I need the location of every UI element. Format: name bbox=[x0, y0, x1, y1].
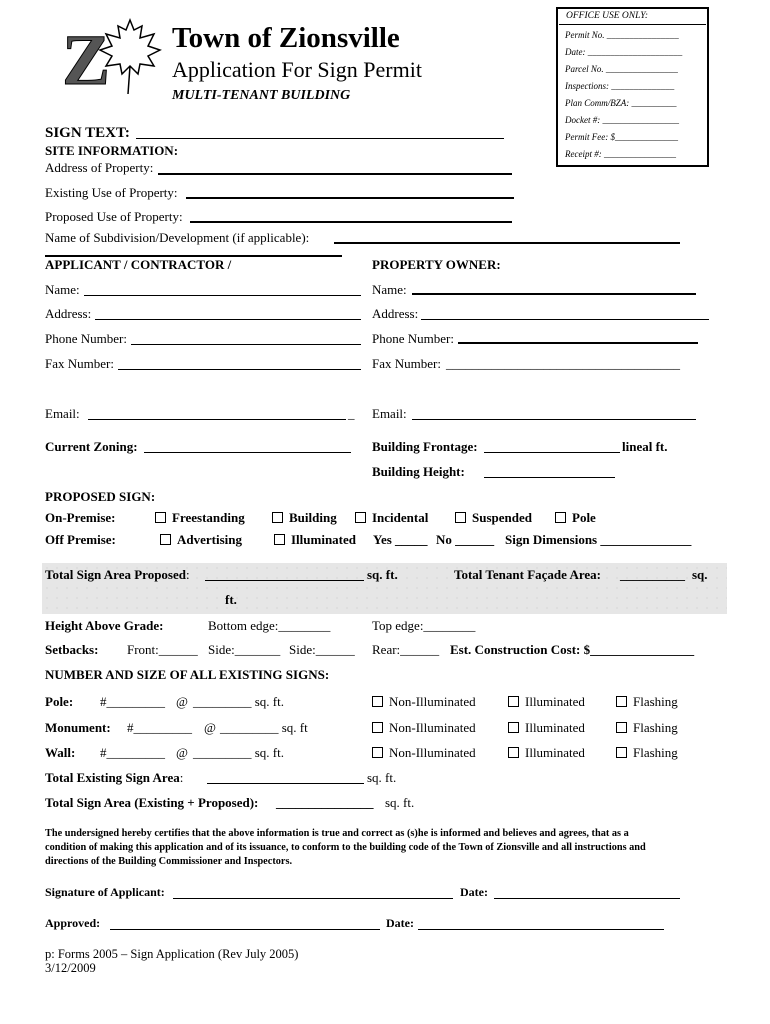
suspended-option[interactable]: Suspended bbox=[455, 510, 532, 526]
address-of-property-label: Address of Property: bbox=[45, 160, 154, 175]
pole-flashing-checkbox[interactable] bbox=[616, 696, 627, 707]
monument-non-illuminated-checkbox[interactable] bbox=[372, 722, 383, 733]
total-all-label: Total Sign Area (Existing + Proposed): bbox=[45, 795, 259, 810]
office-plan-comm: Plan Comm/BZA: __________ bbox=[565, 98, 677, 108]
freestanding-option[interactable]: Freestanding bbox=[155, 510, 245, 526]
owner-fax-label: Fax Number: bbox=[372, 356, 441, 371]
building-frontage-label: Building Frontage: bbox=[372, 439, 478, 454]
tenant-facade-label: Total Tenant Façade Area: bbox=[454, 567, 601, 582]
pole-illuminated-checkbox[interactable] bbox=[508, 696, 519, 707]
illuminated-option[interactable]: Illuminated bbox=[274, 532, 356, 548]
owner-phone-field[interactable] bbox=[458, 342, 698, 344]
applicant-fax-label: Fax Number: bbox=[45, 356, 114, 371]
total-area-sqft: sq. ft. bbox=[367, 567, 398, 582]
applicant-address-field[interactable] bbox=[95, 319, 361, 320]
existing-use-field[interactable] bbox=[186, 197, 514, 199]
existing-wall-size[interactable]: _________ sq. ft. bbox=[193, 745, 284, 760]
existing-monument-label: Monument: bbox=[45, 720, 111, 735]
site-info-label: SITE INFORMATION: bbox=[45, 143, 179, 158]
total-area-proposed-field[interactable] bbox=[205, 580, 364, 581]
monument-illuminated-checkbox[interactable] bbox=[508, 722, 519, 733]
pole-option[interactable]: Pole bbox=[555, 510, 596, 526]
office-docket: Docket #: _________________ bbox=[565, 115, 679, 125]
owner-heading: PROPERTY OWNER: bbox=[372, 257, 501, 272]
top-edge-field[interactable]: Top edge:________ bbox=[372, 618, 476, 633]
wall-illuminated-checkbox[interactable] bbox=[508, 747, 519, 758]
total-all-field[interactable]: _______________ bbox=[276, 795, 374, 810]
sign-text-field[interactable] bbox=[136, 138, 504, 139]
total-all-sqft: sq. ft. bbox=[385, 795, 415, 810]
owner-email-label: Email: bbox=[372, 406, 407, 421]
applicant-heading: APPLICANT / CONTRACTOR / bbox=[45, 257, 232, 272]
office-inspections: Inspections: ______________ bbox=[565, 81, 675, 91]
existing-monument-count[interactable]: #_________ bbox=[127, 720, 192, 735]
monument-illuminated-option[interactable]: Illuminated bbox=[508, 720, 585, 736]
applicant-phone-field[interactable] bbox=[131, 344, 361, 345]
setback-front-field[interactable]: Front:______ bbox=[127, 642, 198, 657]
existing-wall-label: Wall: bbox=[45, 745, 76, 760]
tenant-facade-field[interactable]: __________ bbox=[620, 567, 685, 582]
zionsville-logo bbox=[60, 16, 168, 96]
signature-label: Signature of Applicant: bbox=[45, 885, 165, 899]
on-premise-label: On-Premise: bbox=[45, 510, 116, 525]
office-parcel-no: Parcel No. ________________ bbox=[565, 64, 678, 74]
proposed-use-field[interactable] bbox=[190, 221, 512, 223]
owner-fax-field[interactable]: ____________________________________ bbox=[446, 356, 680, 371]
office-use-title: OFFICE USE ONLY: bbox=[566, 11, 649, 21]
building-height-label: Building Height: bbox=[372, 464, 465, 479]
suspended-checkbox[interactable] bbox=[455, 512, 466, 523]
certification-line-1: The undersigned hereby certifies that the above information is true and correct as (s)he is informed and believes and agrees, that as a bbox=[45, 828, 629, 839]
wall-flashing-option[interactable]: Flashing bbox=[616, 745, 678, 761]
signature-date-field[interactable] bbox=[494, 898, 680, 899]
office-date: Date: _____________________ bbox=[565, 47, 683, 57]
total-existing-sqft: sq. ft. bbox=[367, 770, 397, 785]
existing-pole-at: @ bbox=[176, 694, 188, 709]
multi-tenant-subtitle: MULTI-TENANT BUILDING bbox=[172, 88, 351, 103]
illuminated-no[interactable]: No ______ bbox=[436, 532, 495, 547]
pole-flashing-option[interactable]: Flashing bbox=[616, 694, 678, 710]
applicant-fax-field[interactable] bbox=[118, 369, 361, 370]
building-checkbox[interactable] bbox=[272, 512, 283, 523]
existing-monument-size[interactable]: _________ sq. ft bbox=[220, 720, 308, 735]
existing-use-label: Existing Use of Property: bbox=[45, 185, 178, 200]
tenant-facade-ft: ft. bbox=[225, 592, 237, 607]
applicant-email-tail: _ bbox=[348, 406, 355, 421]
total-area-proposed-label: Total Sign Area Proposed: bbox=[45, 567, 190, 582]
setback-side1-field[interactable]: Side:_______ bbox=[208, 642, 281, 657]
total-existing-label: Total Existing Sign Area: bbox=[45, 770, 184, 785]
applicant-name-field[interactable] bbox=[84, 295, 361, 296]
illuminated-checkbox[interactable] bbox=[274, 534, 285, 545]
subdivision-field[interactable] bbox=[334, 242, 680, 244]
total-existing-field[interactable] bbox=[207, 783, 364, 784]
form-date: 3/12/2009 bbox=[45, 961, 96, 975]
wall-flashing-checkbox[interactable] bbox=[616, 747, 627, 758]
signature-date-label: Date: bbox=[460, 885, 488, 899]
certification-line-3: directions of the Building Commissioner and Inspectors. bbox=[45, 856, 293, 867]
lineal-ft-label: lineal ft. bbox=[622, 439, 668, 454]
illuminated-yes[interactable]: Yes _____ bbox=[373, 532, 428, 547]
approved-field[interactable] bbox=[110, 929, 380, 930]
logo-letter: Z bbox=[62, 20, 111, 96]
pole-illuminated-option[interactable]: Illuminated bbox=[508, 694, 585, 710]
pole-checkbox[interactable] bbox=[555, 512, 566, 523]
applicant-phone-label: Phone Number: bbox=[45, 331, 127, 346]
pole-non-illuminated-option[interactable]: Non-Illuminated bbox=[372, 694, 476, 710]
application-title: Application For Sign Permit bbox=[172, 57, 422, 82]
setback-side2-field[interactable]: Side:______ bbox=[289, 642, 355, 657]
wall-non-illuminated-checkbox[interactable] bbox=[372, 747, 383, 758]
sign-dimensions[interactable]: Sign Dimensions ______________ bbox=[505, 532, 692, 547]
current-zoning-field[interactable] bbox=[144, 452, 351, 453]
signature-field[interactable] bbox=[173, 898, 453, 899]
office-receipt: Receipt #: ________________ bbox=[565, 149, 676, 159]
existing-pole-size[interactable]: _________ sq. ft. bbox=[193, 694, 284, 709]
building-option[interactable]: Building bbox=[272, 510, 337, 526]
existing-wall-count[interactable]: #_________ bbox=[100, 745, 165, 760]
approved-date-label: Date: bbox=[386, 916, 414, 930]
off-premise-label: Off Premise: bbox=[45, 532, 116, 547]
incidental-checkbox[interactable] bbox=[355, 512, 366, 523]
applicant-email-label: Email: bbox=[45, 406, 80, 421]
proposed-sign-heading: PROPOSED SIGN: bbox=[45, 489, 156, 504]
address-of-property-field[interactable] bbox=[158, 173, 512, 175]
form-reference: p: Forms 2005 – Sign Application (Rev July 2005) bbox=[45, 947, 299, 961]
advertising-option[interactable]: Advertising bbox=[160, 532, 242, 548]
sign-text-label: SIGN TEXT: bbox=[45, 125, 130, 141]
existing-signs-heading: NUMBER AND SIZE OF ALL EXISTING SIGNS: bbox=[45, 667, 330, 682]
proposed-use-label: Proposed Use of Property: bbox=[45, 209, 183, 224]
freestanding-checkbox[interactable] bbox=[155, 512, 166, 523]
existing-wall-at: @ bbox=[176, 745, 188, 760]
building-frontage-field[interactable] bbox=[484, 452, 620, 453]
tenant-facade-sq: sq. bbox=[692, 567, 708, 582]
existing-monument-at: @ bbox=[204, 720, 216, 735]
setbacks-label: Setbacks: bbox=[45, 642, 99, 657]
owner-address-field[interactable] bbox=[421, 319, 709, 320]
office-permit-no: Permit No. ________________ bbox=[565, 30, 679, 40]
owner-email-field[interactable] bbox=[412, 419, 696, 420]
office-permit-fee: Permit Fee: $______________ bbox=[565, 132, 678, 142]
height-above-grade-label: Height Above Grade: bbox=[45, 618, 164, 633]
owner-phone-label: Phone Number: bbox=[372, 331, 454, 346]
wall-non-illuminated-option[interactable]: Non-Illuminated bbox=[372, 745, 476, 761]
setback-rear-field[interactable]: Rear:______ bbox=[372, 642, 440, 657]
owner-name-field[interactable] bbox=[412, 293, 696, 295]
applicant-email-field[interactable] bbox=[88, 419, 346, 420]
applicant-name-label: Name: bbox=[45, 282, 80, 297]
certification-line-2: condition of making this application and of its issuance, to conform to the building code of the Town of Zionsville and all instructions and bbox=[45, 842, 646, 853]
wall-illuminated-option[interactable]: Illuminated bbox=[508, 745, 585, 761]
owner-name-label: Name: bbox=[372, 282, 407, 297]
monument-flashing-option[interactable]: Flashing bbox=[616, 720, 678, 736]
construction-cost-field[interactable]: Est. Construction Cost: $________________ bbox=[450, 642, 695, 657]
existing-pole-count[interactable]: #_________ bbox=[100, 694, 165, 709]
subdivision-label: Name of Subdivision/Development (if applicable): bbox=[45, 230, 310, 245]
approved-date-field[interactable] bbox=[418, 929, 664, 930]
existing-pole-label: Pole: bbox=[45, 694, 74, 709]
office-use-box bbox=[556, 7, 709, 167]
monument-non-illuminated-option[interactable]: Non-Illuminated bbox=[372, 720, 476, 736]
bottom-edge-field[interactable]: Bottom edge:________ bbox=[208, 618, 331, 633]
owner-address-label: Address: bbox=[372, 306, 419, 321]
approved-label: Approved: bbox=[45, 916, 101, 930]
pole-non-illuminated-checkbox[interactable] bbox=[372, 696, 383, 707]
applicant-address-label: Address: bbox=[45, 306, 92, 321]
advertising-checkbox[interactable] bbox=[160, 534, 171, 545]
monument-flashing-checkbox[interactable] bbox=[616, 722, 627, 733]
building-height-field[interactable] bbox=[484, 477, 615, 478]
town-title: Town of Zionsville bbox=[172, 22, 400, 54]
current-zoning-label: Current Zoning: bbox=[45, 439, 138, 454]
incidental-option[interactable]: Incidental bbox=[355, 510, 428, 526]
